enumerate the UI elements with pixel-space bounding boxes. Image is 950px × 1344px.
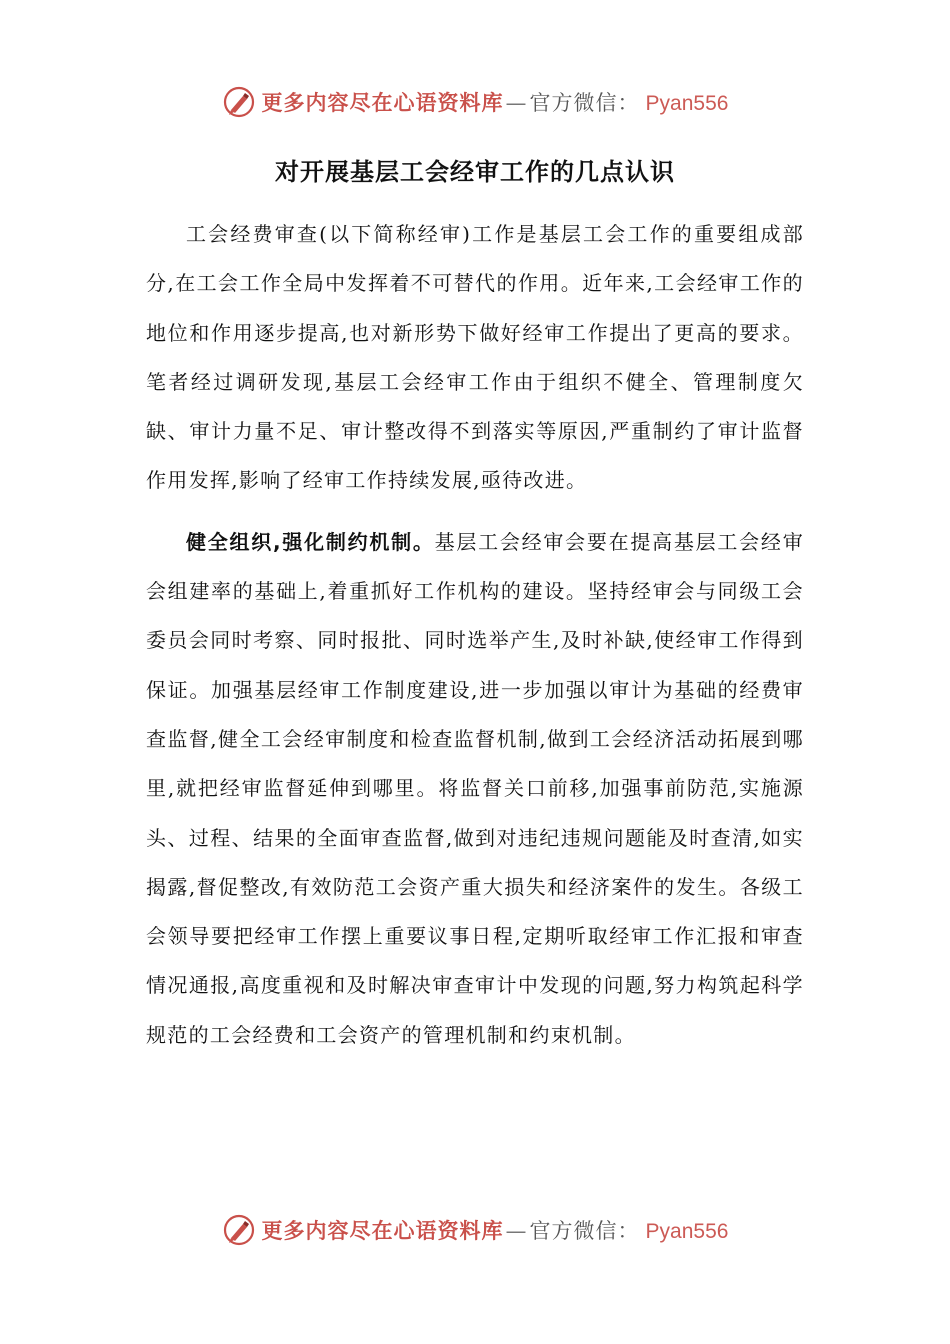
banner-dash: — xyxy=(505,1219,528,1243)
pen-logo-icon xyxy=(222,1213,256,1247)
banner-main-text: 更多内容尽在心语资料库 xyxy=(261,1218,504,1243)
header-banner xyxy=(0,82,950,122)
banner-handle: Pyan556 xyxy=(645,92,729,115)
paragraph-organization xyxy=(146,518,804,1060)
document-body xyxy=(146,210,804,1060)
banner-colon: ： xyxy=(617,1219,640,1243)
banner-handle: Pyan556 xyxy=(645,1220,729,1243)
document-title: 对开展基层工会经审工作的几点认识 xyxy=(275,158,675,186)
banner-colon: ： xyxy=(617,91,640,115)
banner-main-text: 更多内容尽在心语资料库 xyxy=(261,90,504,115)
paragraph-text: 工会经费审查(以下简称经审)工作是基层工会工作的重要组成部分,在工会工作全局中发挥着不可替代的作用。近年来,工会经审工作的地位和作用逐步提高,也对新形势下做好经审工作提出了更高的要求。笔者经过调研发现,基层工会经审工作由于组织不健全、管理制度欠缺、审计力量不足、审计整改得不到落实等原因,严重制约了审计监督作用发挥,影响了经审工作持续发展,亟待改进。 xyxy=(146,222,804,493)
paragraph-lead: 健全组织,强化制约机制。 xyxy=(186,529,435,554)
pen-logo-icon xyxy=(222,85,256,119)
banner-wechat-label: 官方微信 xyxy=(529,91,618,115)
paragraph-text: 基层工会经审会要在提高基层工会经审会组建率的基础上,着重抓好工作机构的建设。坚持经审会与同级工会委员会同时考察、同时报批、同时选举产生,及时补缺,使经审工作得到保证。加强基层经审工作制度建设,进一步加强以审计为基础的经费审查监督,健全工会经审制度和检查监督机制,做到工会经济活动拓展到哪里,就把经审监督延伸到哪里。将监督关口前移,加强事前防范,实施源头、过程、结果的全面审查监督,做到对违纪违规问题能及时查清,如实揭露,督促整改,有效防范工会资产重大损失和经济案件的发生。各级工会领导要把经审工作摆上重要议事日程,定期听取经审工作汇报和审查情况通报,高度重视和及时解决审查审计中发现的问题,努力构筑起科学规范的工会经费和工会资产的管理机制和约束机制。 xyxy=(146,529,804,1047)
footer-banner xyxy=(0,1210,950,1250)
paragraph-intro xyxy=(146,210,804,506)
banner-wechat-label: 官方微信 xyxy=(529,1219,618,1243)
banner-dash: — xyxy=(505,91,528,115)
